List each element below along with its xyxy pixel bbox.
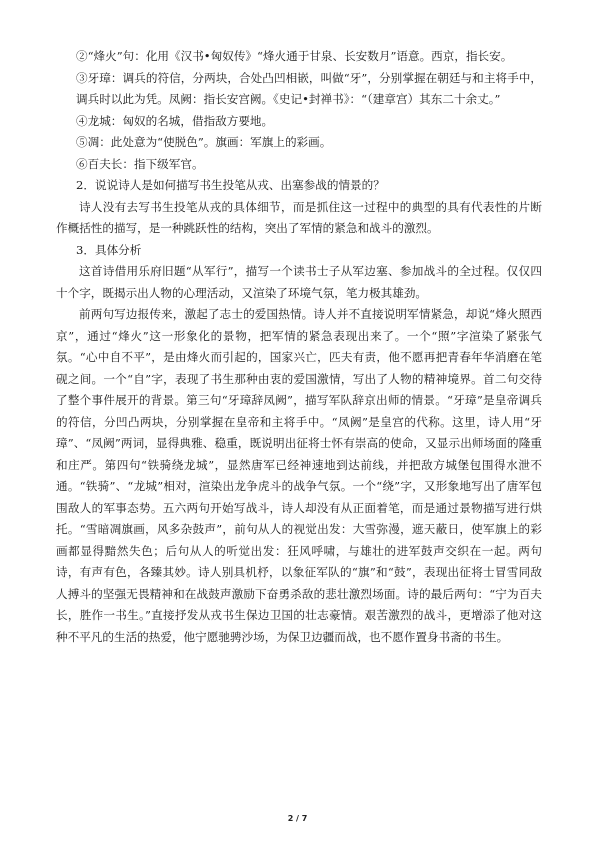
note-5 <box>56 132 542 154</box>
document-body <box>56 46 542 648</box>
page-number: 2 / 7 <box>287 814 308 823</box>
note-6 <box>56 154 542 176</box>
analysis-paragraph-1: 这首诗借用乐府旧题“从军行”，描写一个读书士子从军边塞、参加战斗的全过程。仅仅四十个字，既揭示出人物的心理活动，又渲染了环境气氛，笔力极其雄劲。 <box>56 264 542 300</box>
note-2-text: ②“烽火”句：化用《汉书•匈奴传》“烽火通于甘泉、长安数月”语意。西京，指长安。 <box>76 49 513 63</box>
note-4 <box>56 111 542 133</box>
note-4-text: ④龙城：匈奴的名城，借指敌方要地。 <box>76 113 274 128</box>
note-2 <box>56 46 542 68</box>
section-2-heading: 2．说说诗人是如何描写书生投笔从戎、出塞参战的情景的？ <box>76 178 385 192</box>
section-3-heading: 3．具体分析 <box>76 242 142 257</box>
note-5-text: ⑤凋：此处意为“使脱色”。旗画：军旗上的彩画。 <box>76 135 332 149</box>
note-3 <box>56 68 542 111</box>
note-6-text: ⑥百夫长：指下级军官。 <box>76 156 204 171</box>
note-3-text: ③牙璋：调兵的符信，分两块，合处凸凹相嵌，叫做“牙”，分别掌握在朝廷与和主将手中，调兵时以此为凭。凤阙：指长安宫阙。《史记•封禅书》：“（建章宫）其东二十余丈。” <box>76 70 542 106</box>
section-2-answer: 诗人没有去写书生投笔从戎的具体细节，而是抓住这一过程中的典型的具有代表性的片断作概括性的描写，是一种跳跃性的结构，突出了军情的紧急和战斗的激烈。 <box>56 199 542 235</box>
analysis-paragraph-2: 前两句写边报传来，激起了志士的爱国热情。诗人并不直接说明军情紧急，却说“烽火照西京”，通过“烽火”这一形象化的景物，把军情的紧急表现出来了。一个“照”字渲染了紧张气氛。“心中自不平”，是由烽火而引起的，国家兴亡，匹夫有责，他不愿再把青春年华消磨在笔砚之间。一个“自”字，表现了书生那种由衷的爱国激情，写出了人物的精神境界。首二句交待了整个事件展开的背景。第三句“牙璋辞凤阙”，描写军队辞京出师的情景。“牙璋”是皇帝调兵的符信，分凹凸两块，分别掌握在皇帝和主将手中。“凤阙”是皇宫的代称。这里，诗人用“牙璋”、“凤阙”两词，显得典雅、稳重，既说明出征将士怀有崇高的使命，又显示出师场面的隆重和庄严。第四句“铁骑绕龙城”，显然唐军已经神速地到达前线，并把敌方城堡包围得水泄不通。“铁骑”、“龙城”相对，渲染出龙争虎斗的战争气氛。一个“绕”字，又形象地写出了唐军包围敌人的军事态势。五六两句开始写战斗，诗人却没有从正面着笔，而是通过景物描写进行烘托。“雪暗凋旗画，风多杂鼓声”，前句从人的视觉出发：大雪弥漫，遮天蔽日，使军旗上的彩画都显得黯然失色；后句从人的听觉出发：狂风呼啸，与雄壮的进军鼓声交织在一起。两句诗，有声有色，各臻其妙。诗人别具机杼，以象征军队的“旗”和“鼓”，表现出征将士冒雪同敌人搏斗的坚强无畏精神和在战鼓声激励下奋勇杀敌的悲壮激烈场面。诗的最后两句：“宁为百夫长，胜作一书生。”直接抒发从戎书生保边卫国的壮志豪情。艰苦激烈的战斗，更增添了他对这种不平凡的生活的热爱，他宁愿驰骋沙场，为保卫边疆而战，也不愿作置身书斋的书生。 <box>56 307 542 644</box>
